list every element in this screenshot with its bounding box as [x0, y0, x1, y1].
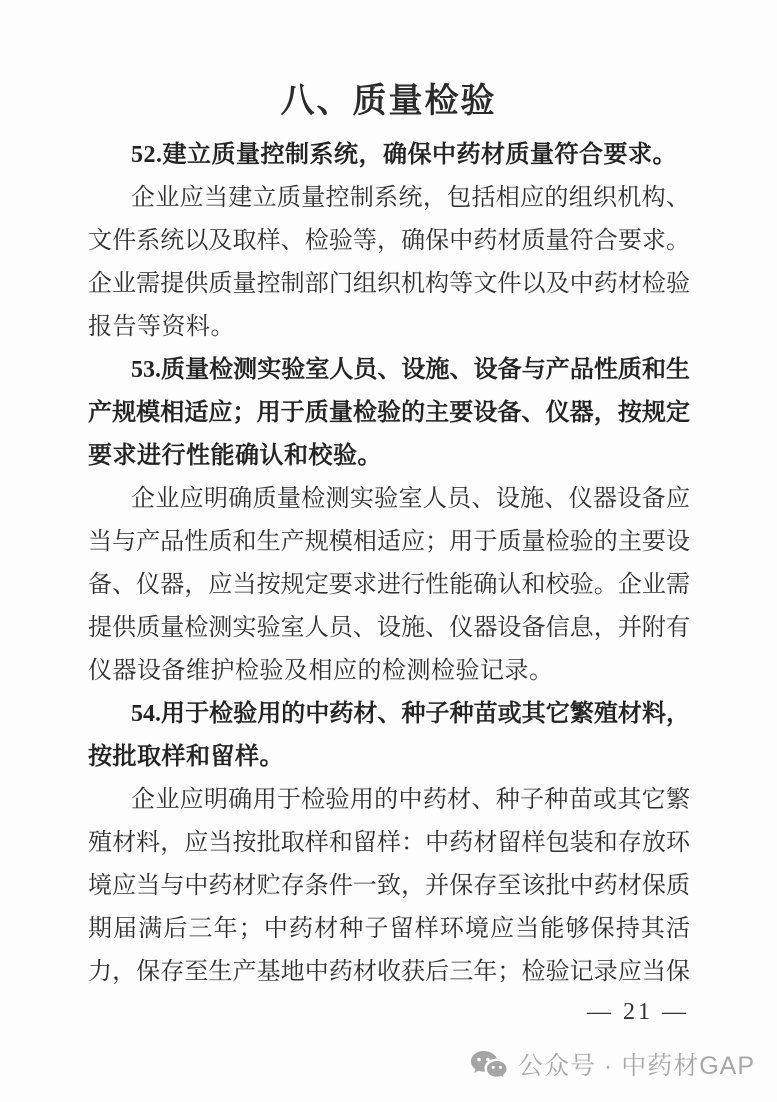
text-line: 提供质量检测实验室人员、设施、仪器设备信息，并附有: [88, 615, 690, 641]
watermark-text: 公众号 · 中药材GAP: [517, 1052, 755, 1080]
text-line: 境应当与中药材贮存条件一致，并保存至该批中药材保质: [88, 873, 690, 899]
text-line: 产规模相适应；用于质量检验的主要设备、仪器，按规定: [88, 400, 690, 426]
text-line: 要求进行性能确认和校验。: [88, 443, 382, 469]
text-line: 文件系统以及取样、检验等，确保中药材质量符合要求。: [88, 228, 690, 254]
text-line: 当与产品性质和生产规模相适应；用于质量检验的主要设: [88, 529, 690, 555]
text-line: 备、仪器，应当按规定要求进行性能确认和校验。企业需: [88, 572, 690, 598]
wechat-icon: [469, 1049, 509, 1084]
text-line: 力，保存至生产基地中药材收获后三年；检验记录应当保: [88, 959, 690, 985]
text-line: 期届满后三年；中药材种子留样环境应当能够保持其活: [88, 916, 690, 942]
watermark: [469, 1048, 755, 1084]
text-line: 企业应当建立质量控制系统，包括相应的组织机构、: [131, 185, 690, 211]
section-title: 八、质量检验: [280, 82, 497, 120]
text-line: 仪器设备维护检验及相应的检测检验记录。: [88, 658, 554, 684]
text-line: 报告等资料。: [88, 314, 235, 340]
text-line: 53.质量检测实验室人员、设施、设备与产品性质和生: [131, 357, 690, 383]
text-line: 按批取样和留样。: [88, 744, 284, 770]
text-line: 企业应明确用于检验用的中药材、种子种苗或其它繁: [131, 787, 690, 813]
text-line: 52.建立质量控制系统，确保中药材质量符合要求。: [131, 142, 677, 168]
document-body: [88, 134, 690, 994]
text-line: 殖材料，应当按批取样和留样：中药材留样包装和存放环: [88, 830, 690, 856]
text-line: 54.用于检验用的中药材、种子种苗或其它繁殖材料，: [131, 701, 690, 727]
page-number: — 21 —: [587, 999, 689, 1025]
text-line: 企业需提供质量控制部门组织机构等文件以及中药材检验: [88, 271, 690, 297]
text-line: 企业应明确质量检测实验室人员、设施、仪器设备应: [131, 486, 690, 512]
